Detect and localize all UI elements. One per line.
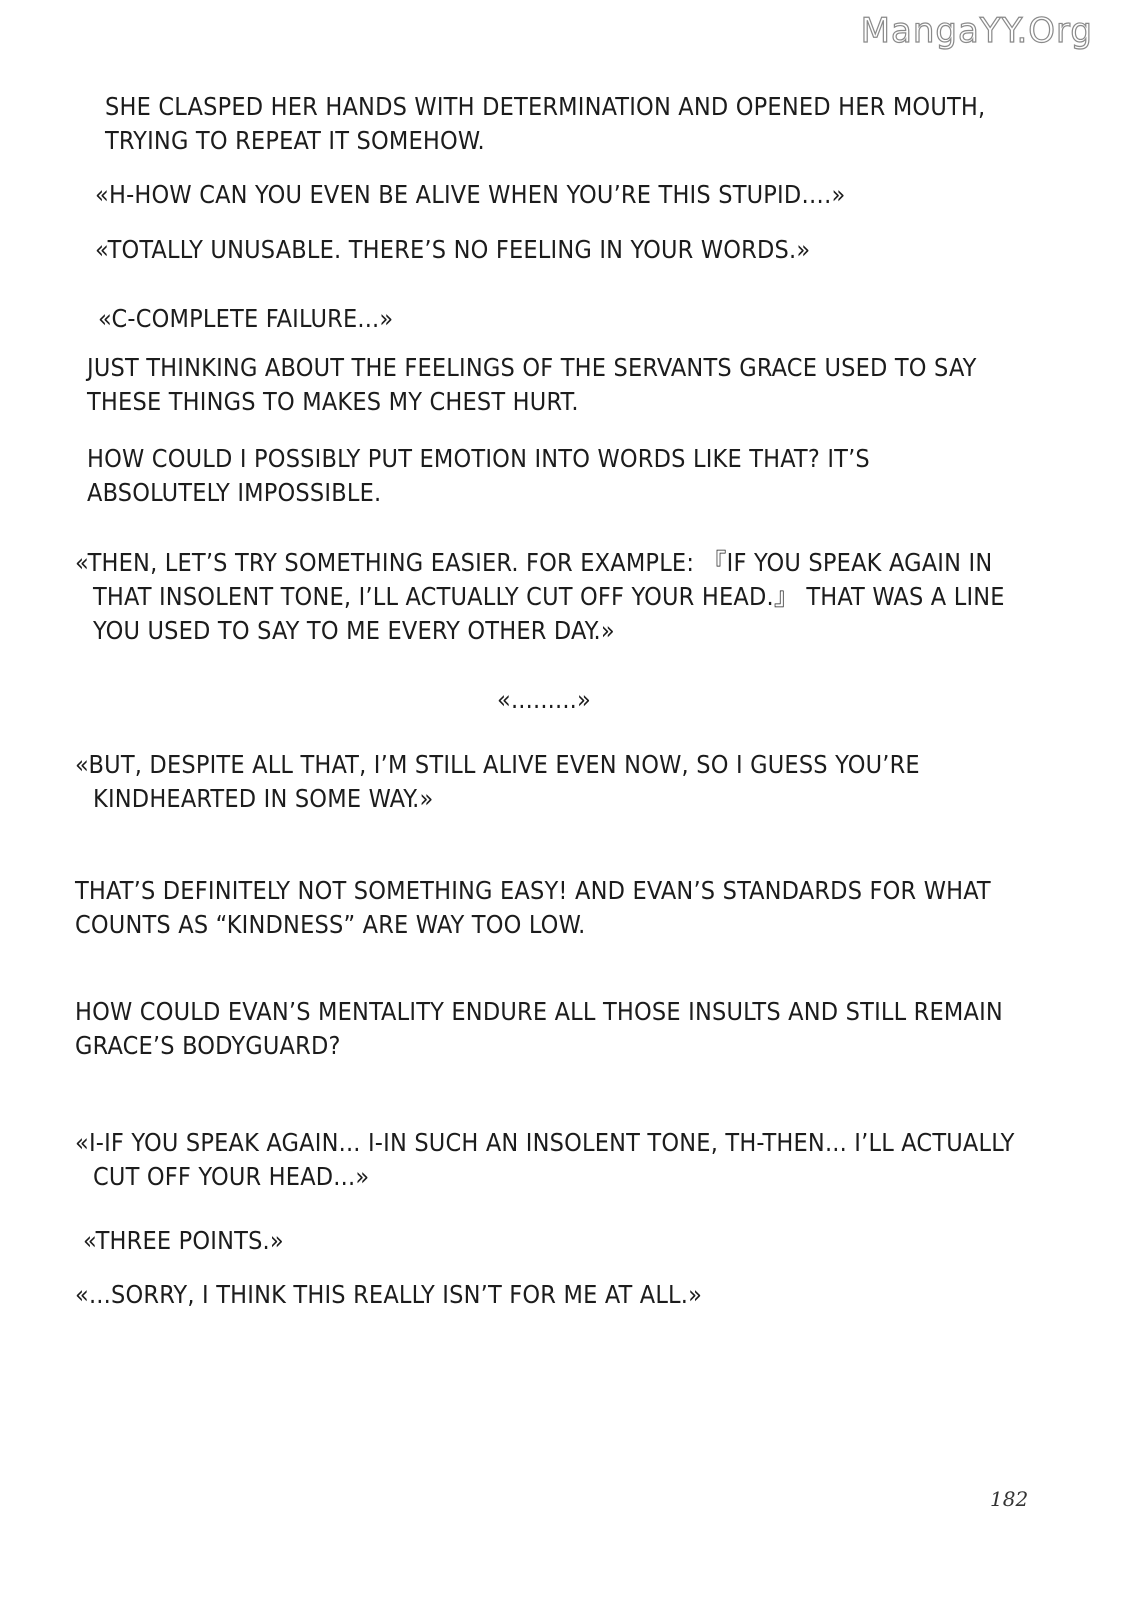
narration-line: COUNTS AS “KINDNESS” ARE WAY TOO LOW.	[75, 910, 586, 939]
dialogue-line: «THEN, LET’S TRY SOMETHING EASIER. FOR EXAMPLE: 『IF YOU SPEAK AGAIN IN	[75, 548, 993, 577]
dialogue-line: «H-HOW CAN YOU EVEN BE ALIVE WHEN YOU’RE THIS STUPID….»	[95, 180, 846, 209]
narration-line: THAT’S DEFINITELY NOT SOMETHING EASY! AND EVAN’S STANDARDS FOR WHAT	[75, 876, 991, 905]
narration-line: JUST THINKING ABOUT THE FEELINGS OF THE SERVANTS GRACE USED TO SAY	[87, 353, 977, 382]
narration-line: THESE THINGS TO MAKES MY CHEST HURT.	[87, 387, 579, 416]
dialogue-line: CUT OFF YOUR HEAD...»	[93, 1162, 370, 1191]
dialogue-line: THAT INSOLENT TONE, I’LL ACTUALLY CUT OFF YOUR HEAD.』 THAT WAS A LINE	[93, 582, 1005, 611]
narration-line: GRACE’S BODYGUARD?	[75, 1031, 341, 1060]
dialogue-line: «C-COMPLETE FAILURE...»	[98, 304, 394, 333]
dialogue-line: «I-IF YOU SPEAK AGAIN... I-IN SUCH AN INSOLENT TONE, TH-THEN... I’LL ACTUALLY	[75, 1128, 1015, 1157]
dialogue-line: KINDHEARTED IN SOME WAY.»	[93, 784, 434, 813]
narration-line: TRYING TO REPEAT IT SOMEHOW.	[105, 126, 485, 155]
narration-line: HOW COULD EVAN’S MENTALITY ENDURE ALL THOSE INSULTS AND STILL REMAIN	[75, 997, 1003, 1026]
dialogue-line: «THREE POINTS.»	[83, 1226, 284, 1255]
dialogue-line: YOU USED TO SAY TO ME EVERY OTHER DAY.»	[93, 616, 615, 645]
dialogue-line: «BUT, DESPITE ALL THAT, I’M STILL ALIVE EVEN NOW, SO I GUESS YOU’RE	[75, 750, 920, 779]
dialogue-line: «TOTALLY UNUSABLE. THERE’S NO FEELING IN YOUR WORDS.»	[95, 235, 811, 264]
dialogue-line: «...SORRY, I THINK THIS REALLY ISN’T FOR ME AT ALL.»	[75, 1280, 703, 1309]
dialogue-line: «.........»	[497, 685, 591, 714]
narration-line: SHE CLASPED HER HANDS WITH DETERMINATION AND OPENED HER MOUTH,	[105, 92, 986, 121]
page-number: 182	[990, 1487, 1029, 1511]
narration-line: HOW COULD I POSSIBLY PUT EMOTION INTO WORDS LIKE THAT? IT’S	[87, 444, 870, 473]
narration-line: ABSOLUTELY IMPOSSIBLE.	[87, 478, 382, 507]
site-watermark: MangaYY.Org	[860, 11, 1093, 51]
